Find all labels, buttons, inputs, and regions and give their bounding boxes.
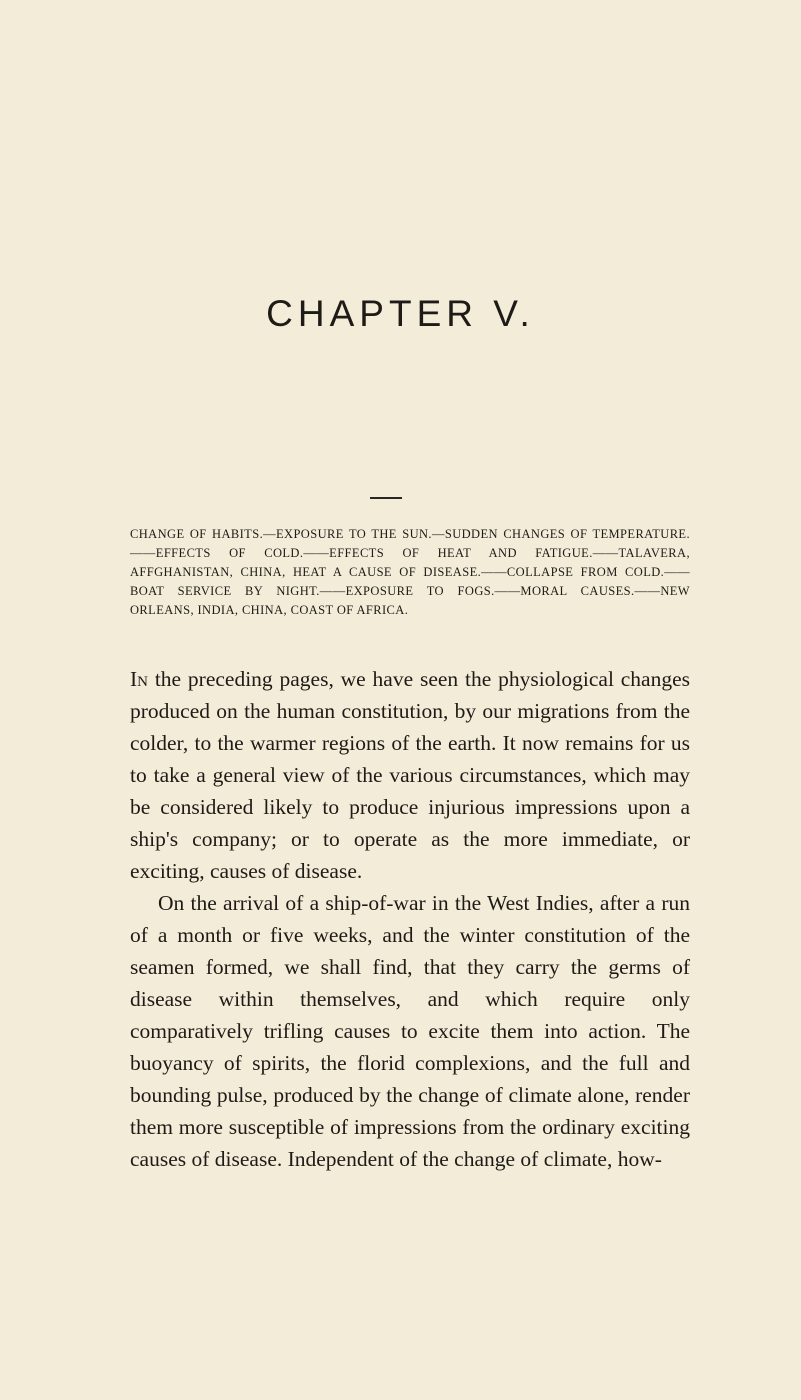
paragraph-1-text: the preceding pages, we have seen the physiological changes produced on the human constitution, by our migrations from the colder, to the warmer regions of the earth. It now remains for us to take a general view of the various circumstances, which may be considered likely to produce injurious impressions upon a ship's company; or to operate as the more immediate, or exciting, causes of disease. <box>130 667 690 883</box>
chapter-summary: CHANGE OF HABITS.—EXPOSURE TO THE SUN.—SUDDEN CHANGES OF TEMPERATURE.——EFFECTS OF COLD.——EFFECTS OF HEAT AND FATIGUE.——TALAVERA, AFFGHANISTAN, CHINA, HEAT A CAUSE OF DISEASE.——COLLAPSE FROM COLD.——BOAT SERVICE BY NIGHT.——EXPOSURE TO FOGS.——MORAL CAUSES.——NEW ORLEANS, INDIA, CHINA, COAST OF AFRICA. <box>130 527 690 617</box>
chapter-title: CHAPTER V. <box>266 293 535 334</box>
paragraph-1 <box>130 663 690 887</box>
chapter-body <box>130 663 690 1175</box>
paragraph-lead-word: In <box>130 667 148 691</box>
paragraph-2: On the arrival of a ship-of-war in the West Indies, after a run of a month or five weeks, and the winter constitution of the seamen formed, we shall find, that they carry the germs of disease within themselves, and which require only comparatively trifling causes to excite them into action. The buoyancy of spirits, the florid complexions, and the full and bounding pulse, produced by the change of climate alone, render them more susceptible of impressions from the ordinary exciting causes of disease. Independent of the change of climate, how- <box>130 891 690 1171</box>
title-divider <box>370 497 402 499</box>
